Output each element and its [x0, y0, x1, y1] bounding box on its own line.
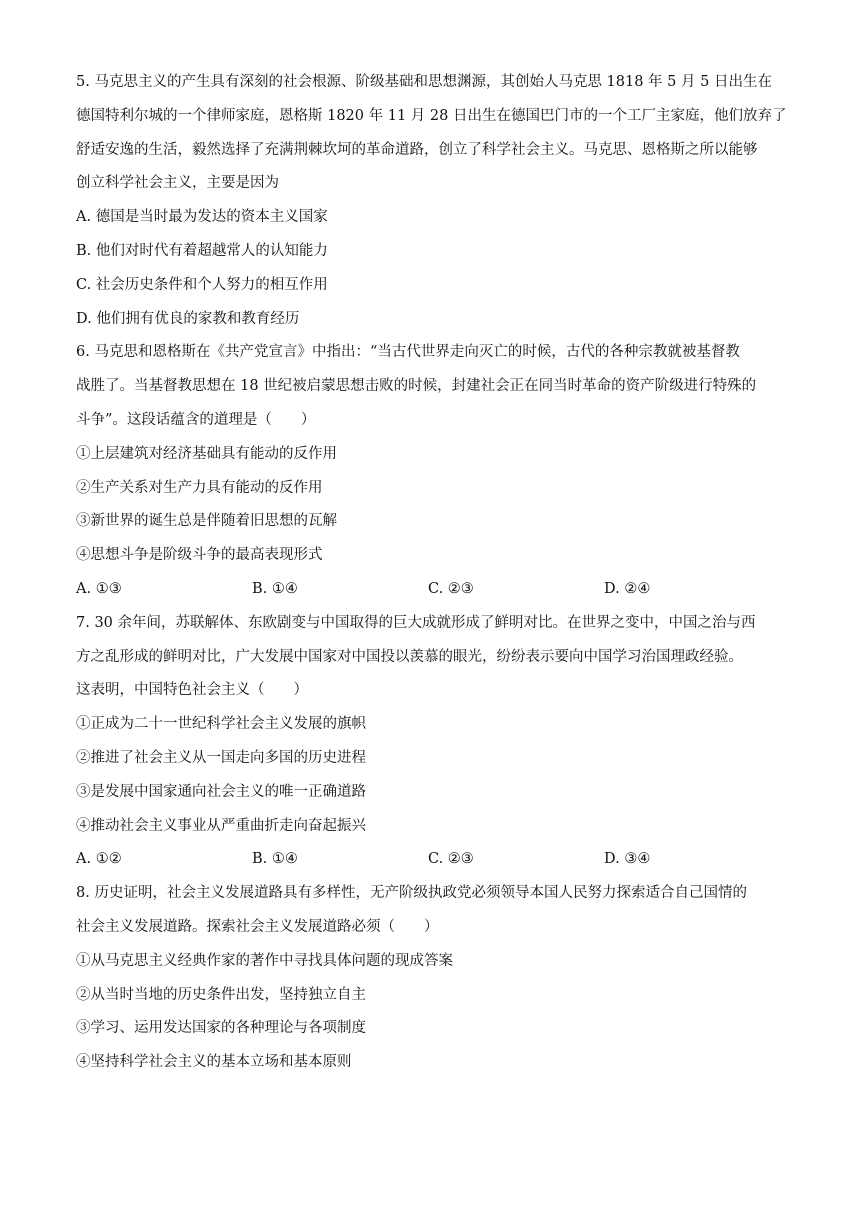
- answer-options-row: [76, 573, 792, 607]
- question-stem-line: 德国特利尔城的一个律师家庭，恩格斯 1820 年 11 月 28 日出生在德国巴门市的一个工厂主家庭，他们放弃了: [76, 107, 787, 124]
- answer-options-row: [76, 843, 792, 877]
- answer-option-a: A. ①②: [76, 851, 122, 868]
- statement-4: ④思想斗争是阶级斗争的最高表现形式: [76, 547, 323, 564]
- answer-option-b: B. ①④: [252, 580, 298, 597]
- statement-2: ②推进了社会主义从一国走向多国的历史进程: [76, 749, 366, 766]
- question-stem-line: 斗争”。这段话蕴含的道理是（ ）: [76, 411, 316, 428]
- answer-option-d: D. ③④: [604, 851, 651, 868]
- answer-choice-a: A. 德国是当时最为发达的资本主义国家: [76, 209, 328, 226]
- question-stem-line: 创立科学社会主义，主要是因为: [76, 175, 279, 192]
- statement-4: ④坚持科学社会主义的基本立场和基本原则: [76, 1054, 352, 1071]
- statement-1: ①正成为二十一世纪科学社会主义发展的旗帜: [76, 716, 366, 733]
- exam-page: [76, 66, 792, 1080]
- statement-1: ①从马克思主义经典作家的著作中寻找具体问题的现成答案: [76, 952, 453, 969]
- statement-3: ③新世界的诞生总是伴随着旧思想的瓦解: [76, 513, 337, 530]
- question-8: [76, 877, 792, 1080]
- answer-option-d: D. ②④: [604, 580, 651, 597]
- statement-2: ②生产关系对生产力具有能动的反作用: [76, 479, 323, 496]
- question-stem-line: 6. 马克思和恩格斯在《共产党宣言》中指出：“当古代世界走向灭亡的时候，古代的各种宗教就被基督教: [76, 344, 740, 361]
- statement-3: ③是发展中国家通向社会主义的唯一正确道路: [76, 783, 366, 800]
- question-stem-line: 舒适安逸的生活，毅然选择了充满荆棘坎坷的革命道路，创立了科学社会主义。马克思、恩格斯之所以能够: [76, 141, 758, 158]
- question-stem-line: 方之乱形成的鲜明对比，广大发展中国家对中国投以羡慕的眼光，纷纷表示要向中国学习治国理政经验。: [76, 648, 743, 665]
- question-stem-line: 5. 马克思主义的产生具有深刻的社会根源、阶级基础和思想渊源，其创始人马克思 1818 年 5 月 5 日出生在: [76, 74, 772, 90]
- answer-choice-b: B. 他们对时代有着超越常人的认知能力: [76, 242, 328, 259]
- statement-4: ④推动社会主义事业从严重曲折走向奋起振兴: [76, 817, 366, 834]
- question-7: [76, 607, 792, 877]
- question-stem-line: 这表明，中国特色社会主义（ ）: [76, 682, 308, 699]
- answer-option-a: A. ①③: [76, 580, 122, 597]
- answer-choice-c: C. 社会历史条件和个人努力的相互作用: [76, 276, 328, 293]
- answer-option-c: C. ②③: [428, 851, 474, 868]
- statement-2: ②从当时当地的历史条件出发，坚持独立自主: [76, 986, 366, 1003]
- question-stem-line: 战胜了。当基督教思想在 18 世纪被启蒙思想击败的时候，封建社会正在同当时革命的资产阶级进行特殊的: [76, 378, 757, 395]
- question-stem-line: 7. 30 余年间，苏联解体、东欧剧变与中国取得的巨大成就形成了鲜明对比。在世界之变中，中国之治与西: [76, 614, 756, 631]
- question-stem-line: 社会主义发展道路。探索社会主义发展道路必须（ ）: [76, 918, 439, 935]
- question-stem-line: 8. 历史证明，社会主义发展道路具有多样性，无产阶级执政党必须领导本国人民努力探索适合自己国情的: [76, 885, 747, 902]
- question-6: [76, 336, 792, 606]
- statement-1: ①上层建筑对经济基础具有能动的反作用: [76, 445, 337, 462]
- answer-option-b: B. ①④: [252, 851, 298, 868]
- question-5: [76, 66, 792, 336]
- answer-choice-d: D. 他们拥有优良的家教和教育经历: [76, 310, 300, 327]
- answer-option-c: C. ②③: [428, 580, 474, 597]
- statement-3: ③学习、运用发达国家的各种理论与各项制度: [76, 1020, 366, 1037]
